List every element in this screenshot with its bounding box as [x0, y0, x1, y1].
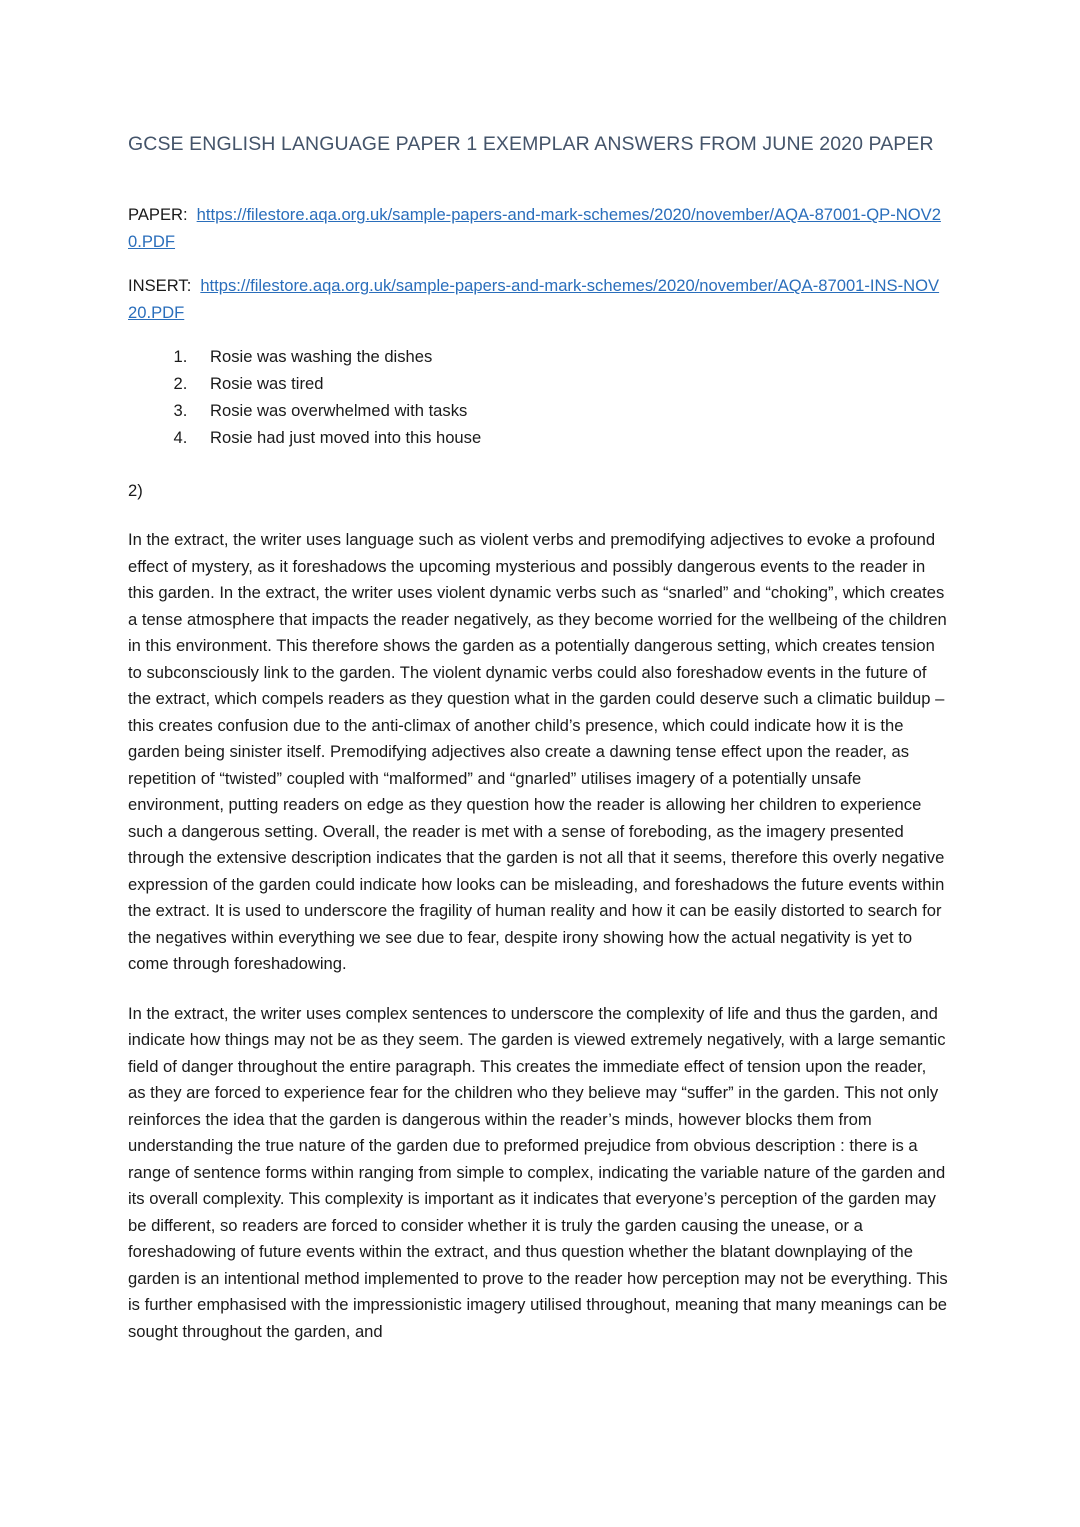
list-item: 1. Rosie was washing the dishes — [192, 344, 948, 371]
insert-link[interactable]: https://filestore.aqa.org.uk/sample-papers-and-mark-schemes/2020/november/AQA-87001-INS-NOV20.PDF — [128, 276, 940, 322]
list-item: 4. Rosie had just moved into this house — [192, 425, 948, 452]
page-title: GCSE ENGLISH LANGUAGE PAPER 1 EXEMPLAR ANSWERS FROM JUNE 2020 PAPER — [128, 133, 934, 155]
question-two-paragraph-1: In the extract, the writer uses language such as violent verbs and premodifying adjectives to evoke a profound effect of mystery, as it foreshadows the upcoming mysterious and possibly dangerous events to the reader in this garden. In the extract, the writer uses violent dynamic verbs such as “snarled” and “choking”, which creates a tense atmosphere that impacts the reader negatively, as they become worried for the wellbeing of the children in this environment. This therefore shows the garden as a potentially dangerous setting, which creates tension to subconsciously link to the garden. The violent dynamic verbs could also foreshadow events in the future of the extract, which compels readers as they question what in the garden could deserve such a climatic buildup – this creates confusion due to the anti-climax of another child’s presence, which could indicate how it is the garden being sinister itself. Premodifying adjectives also create a dawning tense effect upon the reader, as repetition of “twisted” coupled with “malformed” and “gnarled” utilises imagery of a potentially unsafe environment, putting readers on edge as they question how the reader is allowing her children to experience such a dangerous setting. Overall, the reader is met with a sense of foreboding, as the imagery presented through the extensive description indicates that the garden is not all that it seems, therefore this overly negative expression of the garden could indicate how looks can be misleading, and foreshadows the future events within the extract. It is used to underscore the fragility of human reality and how it can be easily distorted to search for the negatives within everything we see due to fear, despite irony showing how the actual negativity is yet to come through foreshadowing. — [128, 530, 947, 974]
resource-label-paper: PAPER: — [128, 205, 188, 225]
paper-link[interactable]: https://filestore.aqa.org.uk/sample-papers-and-mark-schemes/2020/november/AQA-87001-QP-NOV20.PDF — [128, 205, 941, 251]
document-content — [128, 132, 948, 1345]
resource-line-paper — [128, 202, 948, 255]
question-one-answer-list — [128, 344, 948, 451]
question-two-label: 2) — [128, 480, 143, 500]
list-item: 3. Rosie was overwhelmed with tasks — [192, 398, 948, 425]
resource-line-insert — [128, 273, 948, 326]
resource-label-insert: INSERT: — [128, 276, 192, 296]
question-two-paragraph-2: In the extract, the writer uses complex sentences to underscore the complexity of life and thus the garden, and indicate how things may not be as they seem. The garden is viewed extremely negatively, with a large semantic field of danger throughout the entire paragraph. This creates the immediate effect of tension upon the reader, as they are forced to experience fear for the children who they believe may “suffer” in the garden. This not only reinforces the idea that the garden is dangerous within the reader’s minds, however blocks them from understanding the true nature of the garden due to preformed prejudice from obvious description : there is a range of sentence forms within ranging from simple to complex, indicating the variable nature of the garden and its overall complexity. This complexity is important as it indicates that everyone’s perception of the garden may be different, so readers are forced to consider whether it is truly the garden causing the unease, or a foreshadowing of future events within the extract, and thus question whether the blatant downplaying of the garden is an intentional method implemented to prove to the reader how perception may not be everything. This is further emphasised with the impressionistic imagery utilised throughout, meaning that many meanings can be sought throughout the garden, and — [128, 1003, 948, 1341]
list-item: 2. Rosie was tired — [192, 371, 948, 398]
